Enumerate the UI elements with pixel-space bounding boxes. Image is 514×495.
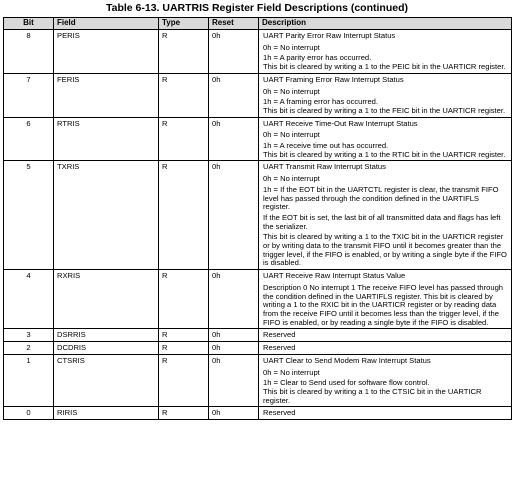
header-row (4, 18, 512, 30)
description-paragraph: UART Receive Raw Interrupt Status Value (263, 271, 406, 281)
description-cell (259, 270, 512, 329)
field-cell: RIRIS (54, 407, 159, 420)
table-row (4, 117, 512, 161)
bit-cell: 6 (4, 117, 54, 161)
description-paragraph: This bit is cleared by writing a 1 to the TXIC bit in the UARTICR register or by writing data to the transmit FIFO until it becomes greater than the trigger level, if the FIFO is enabled, or by writing a single byte if the FIFO is disabled. (263, 232, 507, 268)
reset-cell: 0h (209, 73, 259, 117)
description-paragraph: UART Clear to Send Modem Raw Interrupt Status (263, 355, 431, 365)
table-row (4, 407, 512, 420)
description-cell (259, 329, 512, 342)
field-cell: PERIS (54, 30, 159, 74)
description-paragraph: UART Receive Time-Out Raw Interrupt Status (263, 118, 418, 128)
table-row (4, 354, 512, 407)
bit-cell: 4 (4, 270, 54, 329)
type-cell: R (159, 117, 209, 161)
reset-cell: 0h (209, 407, 259, 420)
type-cell: R (159, 161, 209, 270)
field-cell: DSRRIS (54, 329, 159, 342)
bit-cell: 3 (4, 329, 54, 342)
description-paragraph: Description 0 No interrupt 1 The receive FIFO level has passed through the condition defined in the UARTIFLS register. This bit is cleared by writing a 1 to the RXIC bit in the UARTICR register or by reading data from the receive FIFO until it becomes less than the trigger level, if the FIFO is enabled, or by reading a single byte if the FIFO is disabled. (263, 282, 504, 327)
header-bit: Bit (4, 18, 54, 30)
bit-cell: 8 (4, 30, 54, 74)
table-row (4, 342, 512, 355)
type-cell: R (159, 342, 209, 355)
field-cell: RTRIS (54, 117, 159, 161)
description-cell (259, 117, 512, 161)
reset-cell: 0h (209, 354, 259, 407)
description-paragraph: UART Framing Error Raw Interrupt Status (263, 74, 404, 84)
description-paragraph: 1h = A receive time out has occurred. This bit is cleared by writing a 1 to the RTIC bit in the UARTICR register. (263, 141, 506, 159)
type-cell: R (159, 73, 209, 117)
description-paragraph: 1h = A parity error has occurred. This bit is cleared by writing a 1 to the PEIC bit in the UARTICR register. (263, 53, 506, 72)
type-cell: R (159, 354, 209, 407)
description-paragraph: 0h = No interrupt (263, 42, 320, 52)
description-paragraph: 0h = No interrupt (263, 130, 320, 140)
description-cell (259, 161, 512, 270)
bit-cell: 5 (4, 161, 54, 270)
bit-cell: 0 (4, 407, 54, 420)
type-cell: R (159, 329, 209, 342)
type-cell: R (159, 30, 209, 74)
description-paragraph: 1h = If the EOT bit in the UARTCTL register is clear, the transmit FIFO level has passed through the condition defined in the UARTIFLS register. (263, 184, 499, 212)
reset-cell: 0h (209, 342, 259, 355)
header-type: Type (159, 18, 209, 30)
reset-cell: 0h (209, 161, 259, 270)
table-row (4, 73, 512, 117)
field-cell: DCDRIS (54, 342, 159, 355)
description-cell (259, 342, 512, 355)
bit-cell: 1 (4, 354, 54, 407)
description-paragraph: Reserved (263, 343, 296, 353)
table-row (4, 329, 512, 342)
field-cell: FERIS (54, 73, 159, 117)
field-cell: TXRIS (54, 161, 159, 270)
description-paragraph: 1h = A framing error has occurred. This bit is cleared by writing a 1 to the FEIC bit in the UARTICR register. (263, 97, 506, 115)
description-paragraph: 0h = No interrupt (263, 174, 320, 184)
bit-cell: 2 (4, 342, 54, 355)
table-title: Table 6-13. UARTRIS Register Field Descriptions (continued) (105, 2, 409, 14)
reset-cell: 0h (209, 270, 259, 329)
table-row (4, 161, 512, 270)
table-row (4, 30, 512, 74)
description-paragraph: 0h = No interrupt (263, 367, 320, 377)
header-reset: Reset (209, 18, 259, 30)
table-row (4, 270, 512, 329)
table-header (4, 18, 512, 30)
description-cell (259, 354, 512, 407)
description-cell (259, 30, 512, 74)
description-paragraph: If the EOT bit is set, the last bit of all transmitted data and flags has left the serializer. (263, 212, 501, 231)
header-description: Description (259, 18, 512, 30)
description-paragraph: UART Transmit Raw Interrupt Status (263, 162, 386, 172)
description-paragraph: 0h = No interrupt (263, 86, 320, 96)
description-paragraph: Reserved (263, 330, 296, 340)
description-paragraph: UART Parity Error Raw Interrupt Status (263, 31, 396, 40)
bit-cell: 7 (4, 73, 54, 117)
table-body (4, 30, 512, 420)
type-cell: R (159, 270, 209, 329)
description-cell (259, 407, 512, 420)
description-cell (259, 73, 512, 117)
type-cell: R (159, 407, 209, 420)
field-cell: RXRIS (54, 270, 159, 329)
header-field: Field (54, 18, 159, 30)
reset-cell: 0h (209, 30, 259, 74)
reset-cell: 0h (209, 329, 259, 342)
description-paragraph: 1h = Clear to Send used for software flow control. This bit is cleared by writing a 1 to the CTSIC bit in the UARTICR register. (263, 378, 482, 405)
field-cell: CTSRIS (54, 354, 159, 407)
description-paragraph: Reserved (263, 408, 296, 418)
register-field-table (3, 17, 512, 420)
reset-cell: 0h (209, 117, 259, 161)
